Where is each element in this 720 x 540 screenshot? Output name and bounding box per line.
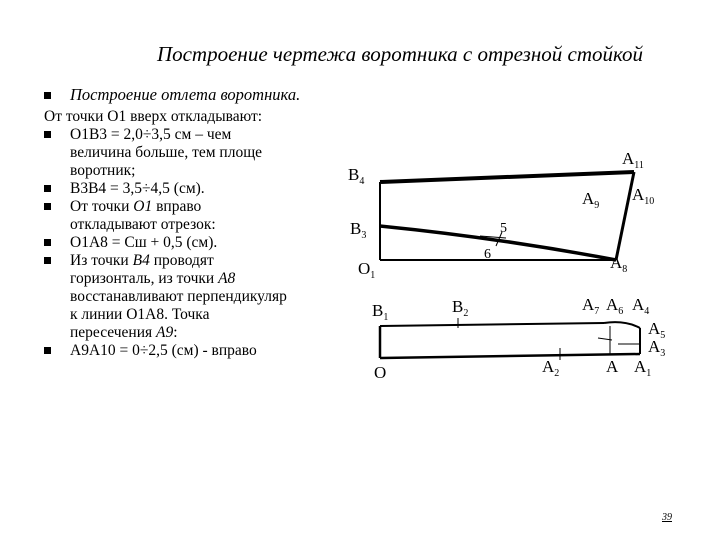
collar-fall-drawing [380, 172, 634, 260]
collar-stand-drawing [380, 318, 640, 360]
label-a10: $А_{10}$ [632, 185, 655, 207]
square-bullet-icon [44, 203, 51, 210]
label-b1: $В_1$ [372, 301, 389, 323]
square-bullet-icon [44, 347, 51, 354]
square-bullet-icon [44, 131, 51, 138]
bullet-heading: Построение отлета воротника. [44, 86, 364, 104]
label-o1: $О_1$ [358, 259, 376, 281]
label-6: 6 [484, 247, 491, 262]
intro-line: От точки О1 вверх откладывают: [44, 108, 263, 125]
label-o: О [374, 363, 387, 382]
curve-a7-a4 [604, 322, 640, 328]
collar-drawing [340, 140, 690, 385]
line-o-a1 [380, 354, 640, 358]
label-a6: $А_6$ [606, 295, 624, 317]
label-a2: $А_2$ [542, 357, 560, 379]
label-b2: $В_2$ [452, 297, 469, 319]
line-b4-a11 [380, 172, 634, 182]
label-a5: $А_5$ [648, 319, 666, 341]
bullet-3: От точки О1 вправо откладывают отрезок: [44, 198, 364, 234]
label-a7: $А_7$ [582, 295, 600, 317]
bottom-labels [372, 295, 665, 382]
label-a11: $А_{11}$ [622, 149, 644, 171]
square-bullet-icon [44, 92, 51, 99]
bullet-4: О1А8 = Сш + 0,5 (см). [44, 234, 364, 252]
line-b1-a7 [380, 323, 604, 326]
label-a8: $А_8$ [610, 253, 628, 275]
label-a9: $А_9$ [582, 189, 600, 211]
curve-b3-a8 [380, 226, 616, 260]
label-b4: $В_4$ [348, 165, 365, 187]
label-a4: $А_4$ [632, 295, 650, 317]
bullet-1: О1В3 = 2,0÷3,5 см – чем величина больше, тем площе воротник; [44, 126, 364, 180]
bullet-6: А9А10 = 0÷2,5 (см) - вправо [44, 342, 364, 360]
bullet-5: Из точки В4 проводят горизонталь, из точки А8 восстанавливают перпендикуляр к линии О1А8. Точка пересечения А9: [44, 252, 364, 342]
square-bullet-icon [44, 257, 51, 264]
slide-title: Построение чертежа воротника с отрезной стойкой [156, 42, 644, 66]
square-bullet-icon [44, 239, 51, 246]
label-a: А [606, 357, 619, 376]
label-a3: $А_3$ [648, 337, 666, 359]
bullet-2: В3В4 = 3,5÷4,5 (см). [44, 180, 364, 198]
label-b3: $В_3$ [350, 219, 367, 241]
square-bullet-icon [44, 185, 51, 192]
label-5: 5 [500, 221, 507, 236]
label-a1: $А_1$ [634, 357, 652, 379]
text-block [44, 85, 367, 360]
page-number: 39 [662, 512, 672, 523]
top-labels [348, 149, 654, 281]
